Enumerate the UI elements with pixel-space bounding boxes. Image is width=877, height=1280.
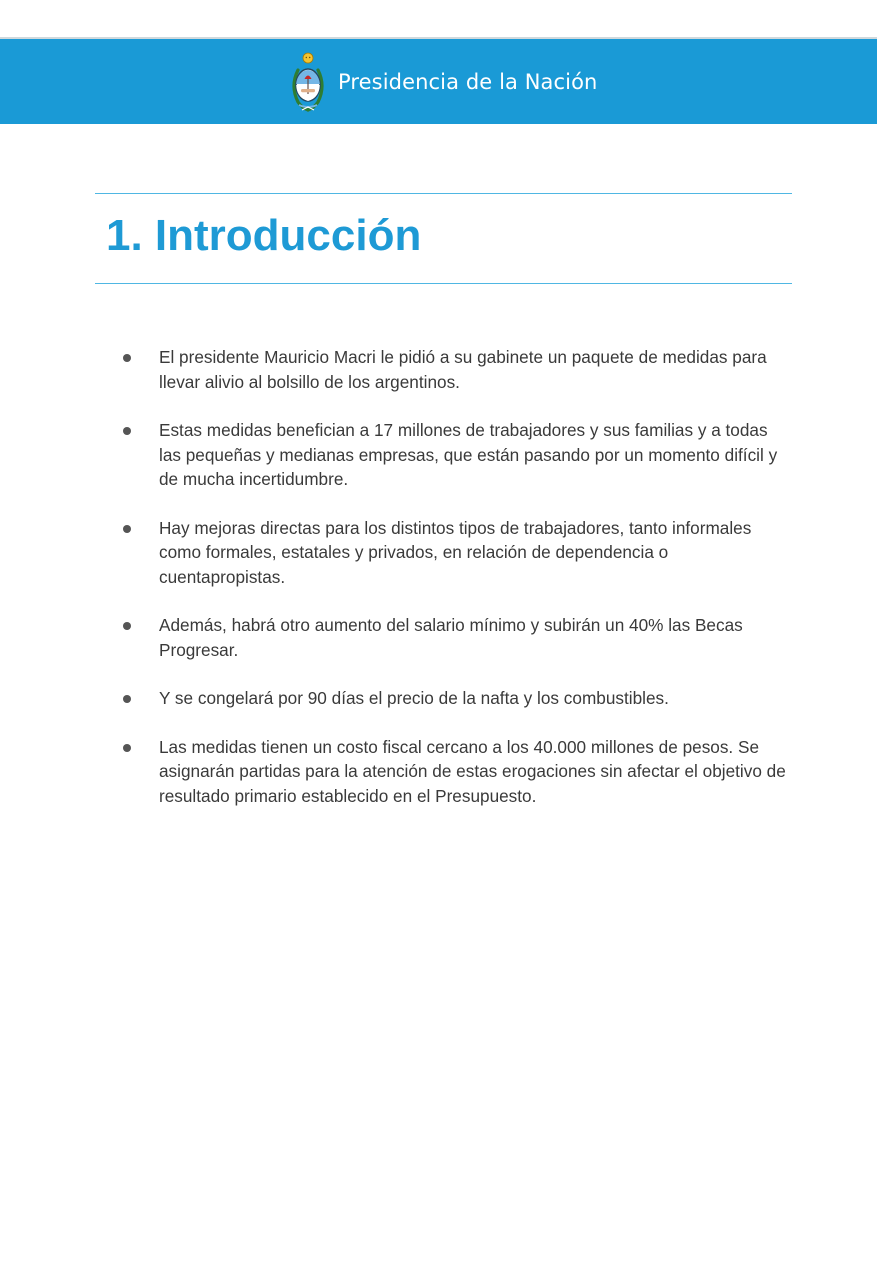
list-item-text: Estas medidas benefician a 17 millones de trabajadores y sus familias y a todas las pequeñas y medianas empresas, que están pasando por un momento difícil y de mucha incertidumbre. — [159, 420, 778, 489]
list-item — [0, 345, 789, 394]
bullet-dot — [123, 427, 131, 435]
bullet-list — [0, 345, 877, 832]
list-item — [0, 613, 789, 662]
bullet-dot — [123, 622, 131, 630]
argentina-coat-of-arms-icon — [288, 50, 328, 114]
title-top-rule — [95, 193, 792, 194]
list-item — [0, 686, 789, 711]
bullet-dot — [123, 354, 131, 362]
list-item-text: Además, habrá otro aumento del salario mínimo y subirán un 40% las Becas Progresar. — [159, 615, 743, 660]
list-item — [0, 516, 789, 590]
title-bottom-rule — [95, 283, 792, 284]
section-title: 1. Introducción — [106, 211, 422, 260]
brand-title: Presidencia de la Nación — [338, 70, 598, 94]
list-item-text: Las medidas tienen un costo fiscal cercano a los 40.000 millones de pesos. Se asignarán partidas para la atención de estas erogaciones sin afectar el objetivo de resultado primario establecido en el Presupuesto. — [159, 736, 786, 806]
list-item — [0, 735, 789, 809]
bullet-dot — [123, 744, 131, 752]
list-item — [0, 418, 789, 492]
brand — [288, 50, 597, 114]
list-item-text: Y se congelará por 90 días el precio de la nafta y los combustibles. — [159, 688, 669, 708]
bullet-dot — [123, 695, 131, 703]
list-item-text: El presidente Mauricio Macri le pidió a su gabinete un paquete de medidas para llevar alivio al bolsillo de los argentinos. — [159, 347, 767, 392]
list-item-text: Hay mejoras directas para los distintos tipos de trabajadores, tanto informales como formales, estatales y privados, en relación de dependencia o cuentapropistas. — [159, 517, 752, 587]
bullet-dot — [123, 525, 131, 533]
